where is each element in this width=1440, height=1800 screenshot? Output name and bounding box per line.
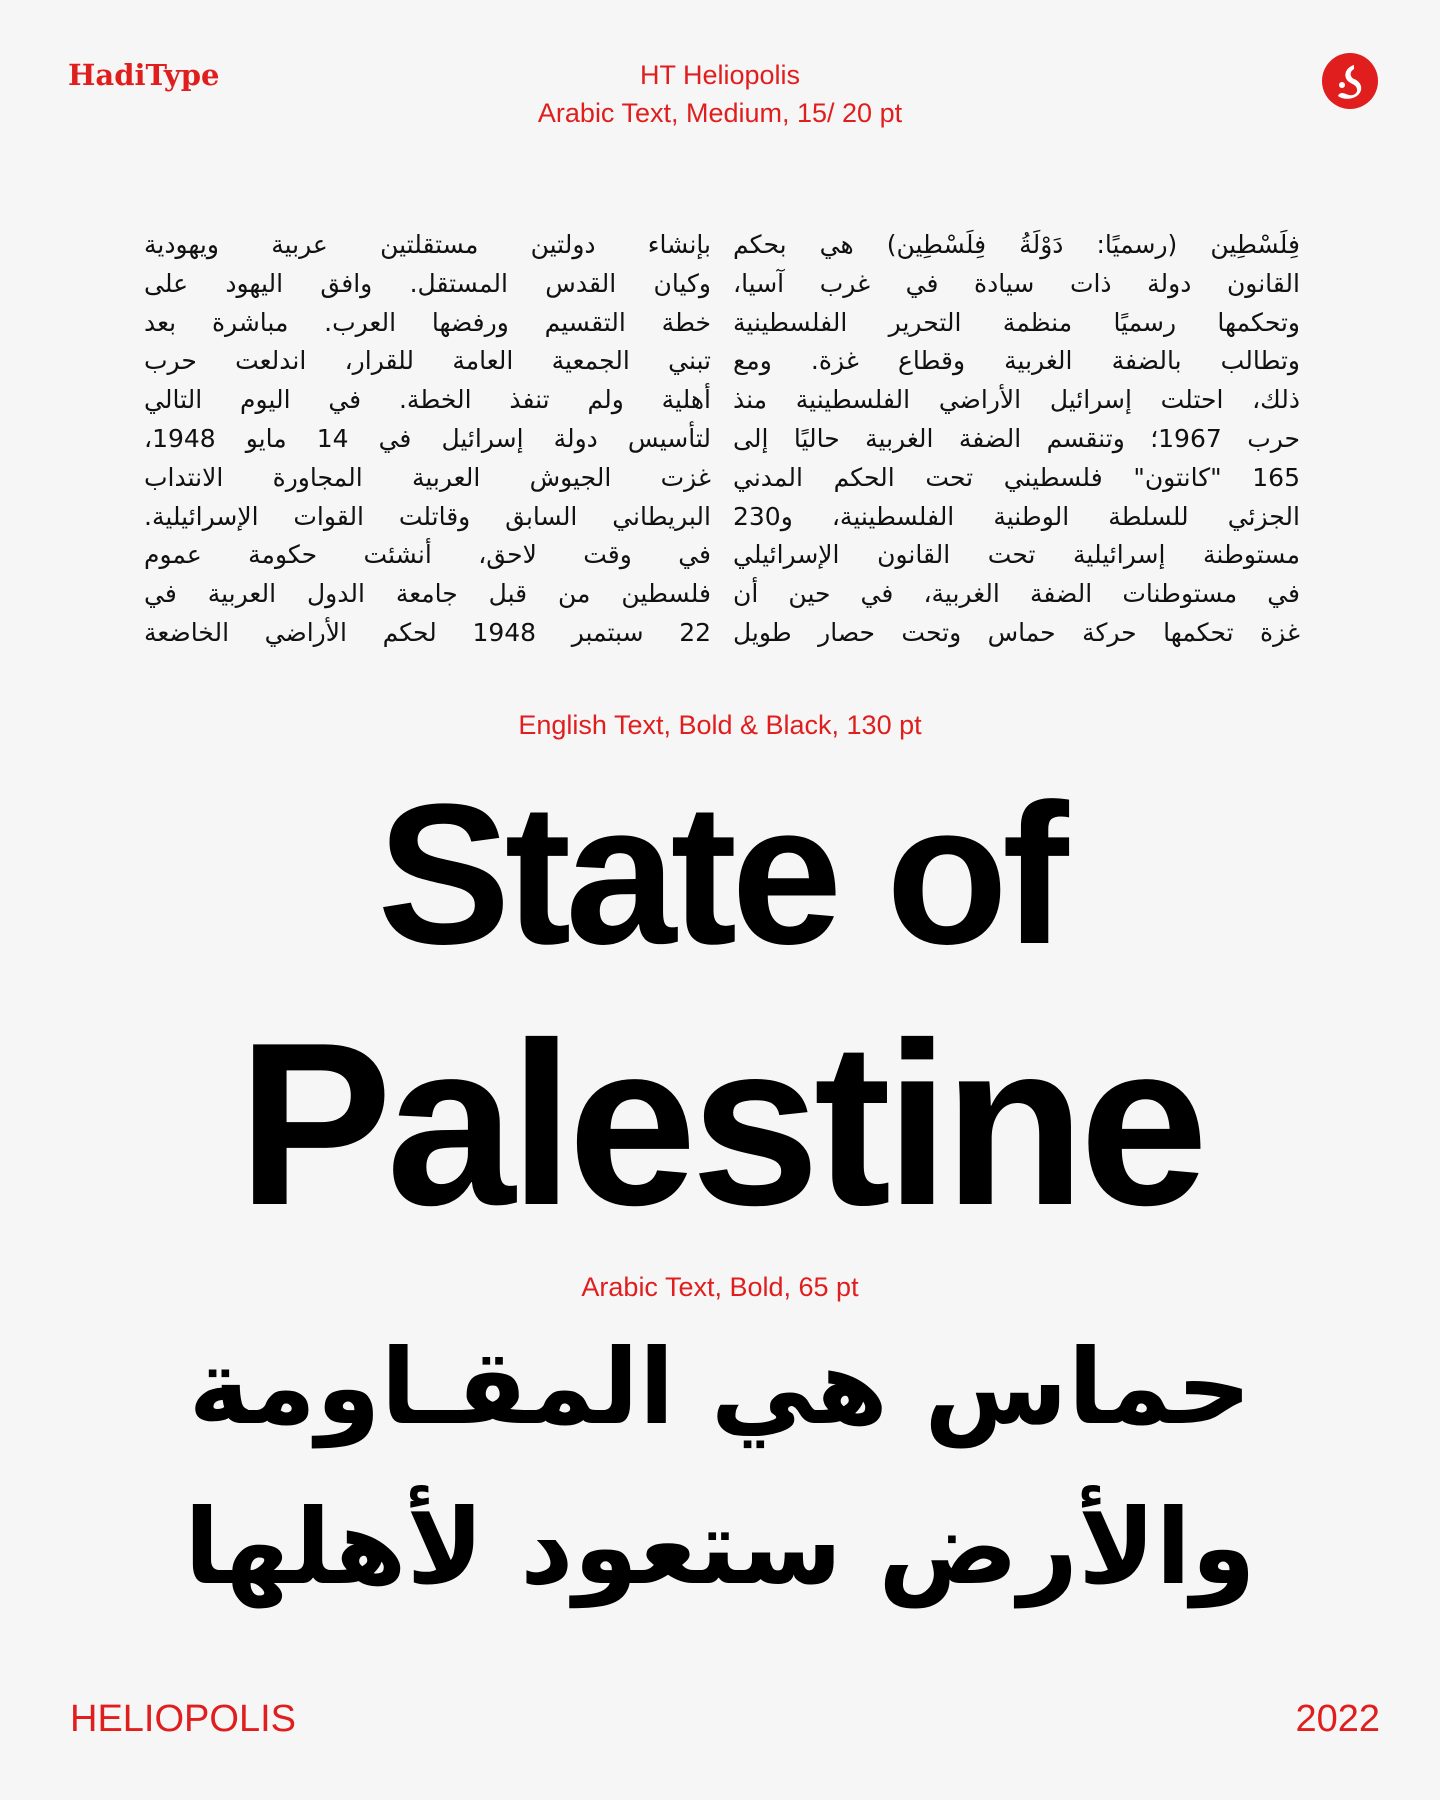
font-name: HT Heliopolis xyxy=(639,60,801,90)
text-line: حرب 1967؛ وتنقسم الضفة الغربية حاليًا إلى xyxy=(733,423,1300,453)
specimen-header xyxy=(0,56,1440,132)
footer-font-name: HELIOPOLIS xyxy=(70,1698,296,1740)
arabic-display-line-2: والأرض ستعود لأهلها xyxy=(184,1486,1256,1608)
text-line: فِلَسْطِين (رسميًا: دَوْلَةُ فِلَسْطِين) هي بحكم xyxy=(733,230,1300,259)
arabic-caption: Arabic Text, Bold, 65 pt xyxy=(581,1272,859,1302)
text-line: فلسطين من قبل جامعة الدول العربية في xyxy=(144,579,711,609)
text-line: خطة التقسيم ورفضها العرب. مباشرة بعد xyxy=(144,307,711,337)
text-line: 22 سبتمبر 1948 لحكم الأراضي الخاضعة xyxy=(144,617,711,647)
text-line: تبني الجمعية العامة للقرار، اندلعت حرب xyxy=(144,346,711,376)
arabic-display-line-1: حماس هي المقـاومة xyxy=(188,1326,1252,1448)
text-line: وكيان القدس المستقل. وافق اليهود على xyxy=(144,268,711,298)
text-line: بإنشاء دولتين مستقلتين عربية ويهودية xyxy=(144,230,711,259)
text-line: الجزئي للسلطة الوطنية الفلسطينية، و230 xyxy=(733,501,1300,531)
text-line: لتأسيس دولة إسرائيل في 14 مايو 1948، xyxy=(144,423,711,453)
arabic-text-column-right xyxy=(733,226,1300,653)
haditype-logo-icon xyxy=(1321,52,1379,110)
brand-logo-text: HadiType xyxy=(68,58,220,92)
text-line: ذلك، احتلت إسرائيل الأراضي الفلسطينية منذ xyxy=(733,385,1300,415)
english-display-line-2: Palestine xyxy=(237,995,1203,1254)
text-line: القانون دولة ذات سيادة في غرب آسيا، xyxy=(733,268,1300,298)
text-line: في مستوطنات الضفة الغربية، في حين أن xyxy=(733,579,1300,609)
footer-year: 2022 xyxy=(1295,1698,1380,1740)
text-line: 165 "كانتون" فلسطيني تحت الحكم المدني xyxy=(733,462,1300,492)
english-caption: English Text, Bold & Black, 130 pt xyxy=(518,710,922,740)
arabic-text-column-left xyxy=(144,226,711,653)
font-spec: Arabic Text, Medium, 15/ 20 pt xyxy=(537,98,903,128)
text-line: غزة تحكمها حركة حماس وتحت حصار طويل xyxy=(733,617,1300,647)
text-line: غزت الجيوش العربية المجاورة الانتداب xyxy=(144,462,711,492)
text-line: البريطاني السابق وقاتلت القوات الإسرائيلية. xyxy=(144,501,711,531)
text-line: وتطالب بالضفة الغربية وقطاع غزة. ومع xyxy=(733,346,1300,376)
text-line: وتحكمها رسميًا منظمة التحرير الفلسطينية xyxy=(733,307,1300,337)
text-line: أهلية ولم تنفذ الخطة. في اليوم التالي xyxy=(144,385,711,415)
text-line: في وقت لاحق، أنشئت حكومة عموم xyxy=(144,540,711,570)
text-line: مستوطنة إسرائيلية تحت القانون الإسرائيلي xyxy=(733,540,1300,570)
english-display-line-1: State of xyxy=(377,763,1063,986)
